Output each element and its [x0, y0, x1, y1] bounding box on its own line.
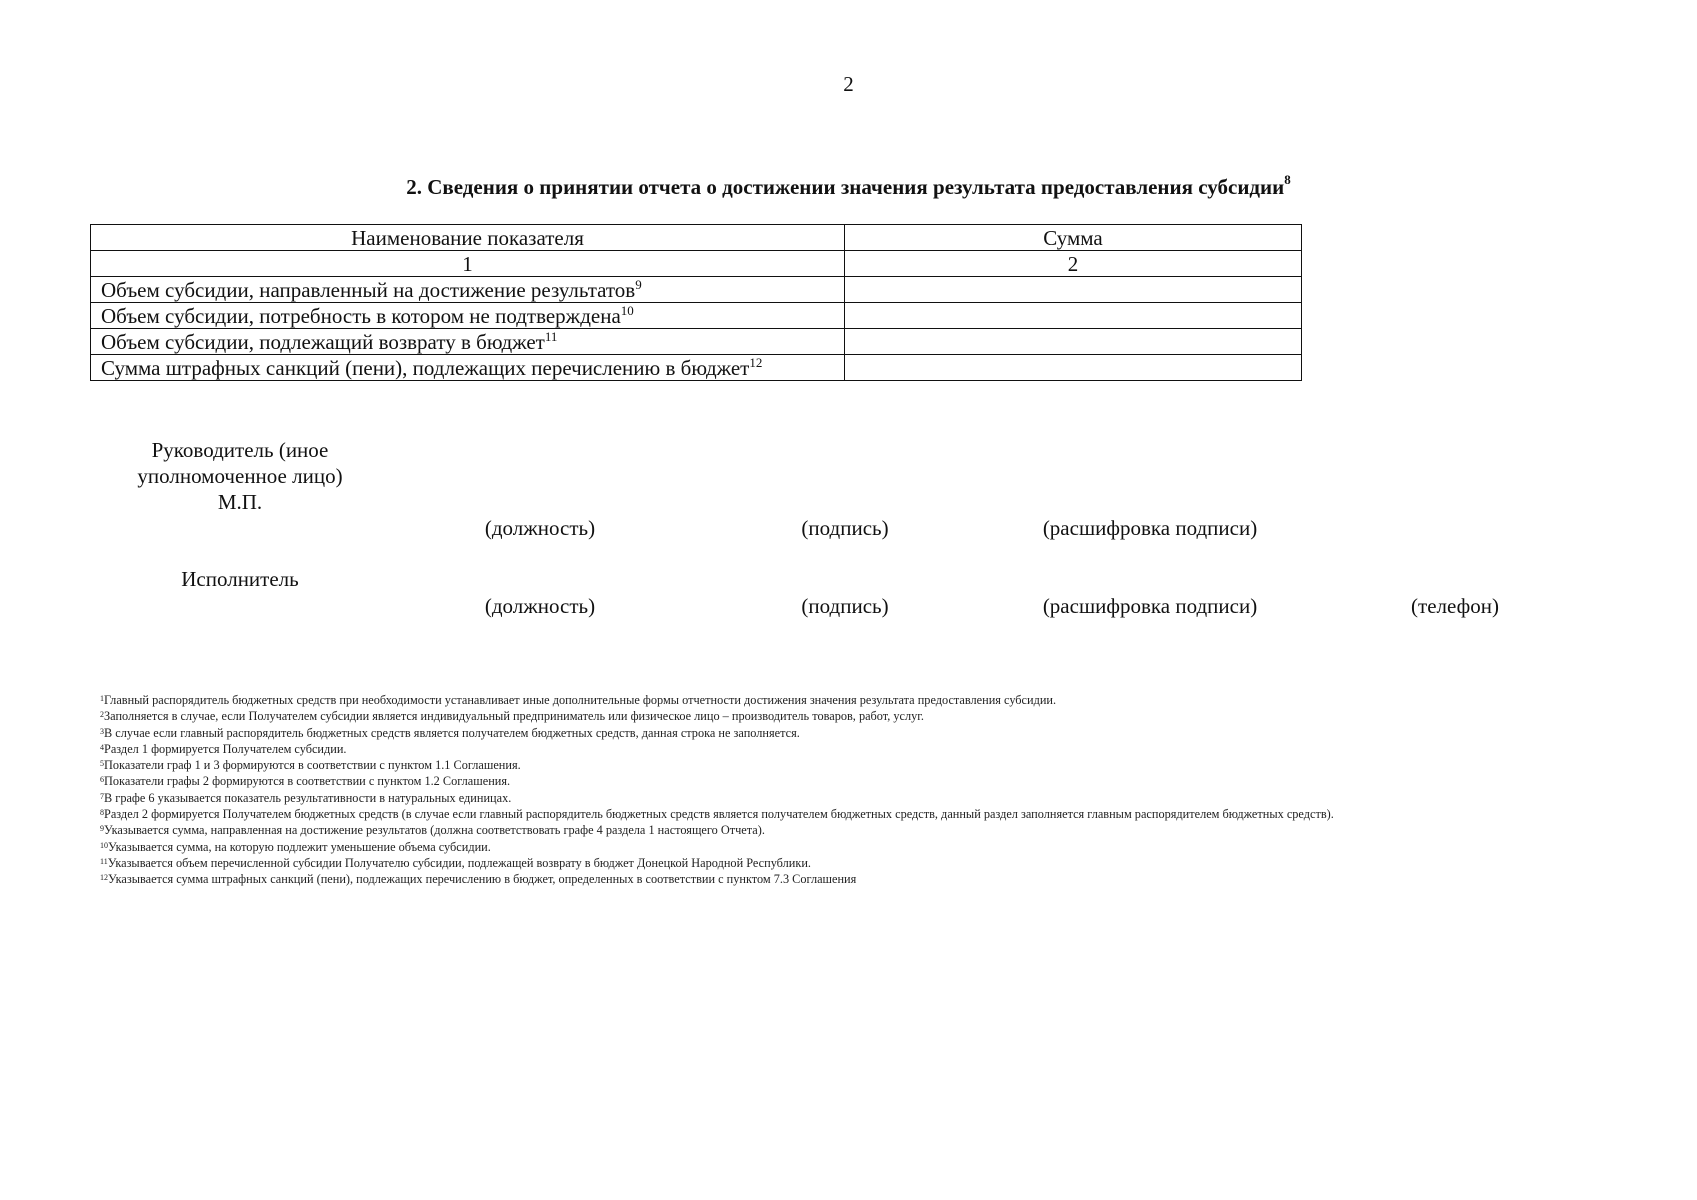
row-label-text: Объем субсидии, подлежащий возврату в бюджет: [101, 329, 545, 354]
footnote: [100, 725, 1334, 741]
footnote-text: Заполняется в случае, если Получателем субсидии является индивидуальный предприниматель или физическое лицо – производитель товаров, работ, услуг.: [104, 709, 925, 724]
footnote-number: 1: [100, 694, 104, 703]
column-number-2: 2: [845, 251, 1302, 277]
row-label: [91, 355, 845, 381]
head-label-line-1: Руководитель (иное: [151, 438, 329, 462]
footnote: [100, 708, 1334, 724]
row-label: [91, 303, 845, 329]
footnote-text: Указывается сумма, на которую подлежит уменьшение объема субсидии.: [108, 839, 491, 854]
row-footnote-ref: 10: [620, 302, 634, 318]
footnote: [100, 822, 1334, 838]
head-label-line-2: уполномоченное лицо): [137, 464, 343, 488]
section-title-footnote-ref: 8: [1284, 172, 1291, 187]
footnote: [100, 806, 1334, 822]
head-stamp-label: М.П.: [217, 490, 263, 514]
footnote-text: Показатели граф 1 и 3 формируются в соответствии с пунктом 1.1 Соглашения.: [104, 758, 521, 773]
footnote-text: Указывается сумма, направленная на достижение результатов (должна соответствовать графе 4 раздела 1 настоящего Отчета).: [104, 823, 765, 838]
row-footnote-ref: 11: [544, 328, 558, 344]
table-row: [91, 303, 1302, 329]
footnote-number: 9: [100, 824, 104, 834]
section-title-text: 2. Сведения о принятии отчета о достижении значения результата предоставления субсидии: [406, 175, 1285, 199]
footnote-number: 2: [100, 710, 104, 720]
footnote-text: Раздел 1 формируется Получателем субсидии.: [104, 741, 347, 756]
row-label-text: Сумма штрафных санкций (пени), подлежащих перечислению в бюджет: [101, 355, 750, 380]
row-value-cell: [845, 303, 1302, 329]
footnote-number: 5: [100, 759, 104, 769]
section-title: [0, 174, 1697, 200]
footnote-number: 7: [100, 791, 104, 801]
row-value-cell: [845, 329, 1302, 355]
column-number-1: 1: [91, 251, 845, 277]
footnote-text: Показатели графы 2 формируются в соответствии с пунктом 1.2 Соглашения.: [104, 774, 511, 789]
footnote-text: Указывается сумма штрафных санкций (пени), подлежащих перечислению в бюджет, определенных в соответствии с пунктом 7.3 Соглашения: [108, 872, 857, 887]
row-value-cell: [845, 355, 1302, 381]
row-label-text: Объем субсидии, потребность в котором не подтверждена: [101, 303, 621, 328]
footnote-text: Указывается объем перечисленной субсидии Получателю субсидии, подлежащей возврату в бюджет Донецкой Народной Республики.: [107, 855, 811, 870]
executor-position-caption: (должность): [484, 594, 596, 618]
footnote: [100, 839, 1334, 855]
head-signature-caption: (подпись): [801, 516, 889, 540]
footnote-text: В случае если главный распорядитель бюджетных средств является получателем бюджетных средств, данная строка не заполняется.: [104, 725, 800, 740]
footnote-text: Главный распорядитель бюджетных средств при необходимости устанавливает иные дополнительные формы отчетности достижения значения результата предоставления субсидии.: [104, 693, 1057, 707]
footnote-number: 11: [100, 856, 108, 866]
footnote: [100, 741, 1334, 757]
footnote: [100, 692, 1334, 708]
footnote: [100, 790, 1334, 806]
table-row: [91, 329, 1302, 355]
footnote-text: Раздел 2 формируется Получателем бюджетных средств (в случае если главный распорядитель бюджетных средств является получателем бюджетных средств, данный раздел заполняется главным распорядителем бюджетных средств).: [104, 807, 1334, 822]
footnote-number: 10: [100, 840, 108, 850]
row-footnote-ref: 9: [635, 276, 642, 292]
executor-phone-caption: (телефон): [1411, 594, 1499, 618]
head-position-caption: (должность): [484, 516, 596, 540]
page-number: 2: [843, 72, 854, 96]
executor-signature-caption: (подпись): [801, 594, 889, 618]
head-signatory-label: [110, 437, 370, 515]
executor-decoding-caption: (расшифровка подписи): [1042, 594, 1258, 618]
row-value-cell: [845, 277, 1302, 303]
table-row: [91, 277, 1302, 303]
row-label: [91, 329, 845, 355]
footnote: [100, 871, 1334, 887]
footnote-number: 4: [100, 742, 104, 752]
header-indicator-name: Наименование показателя: [91, 225, 845, 251]
table-column-numbers-row: [91, 251, 1302, 277]
footnote: [100, 773, 1334, 789]
footnote-number: 8: [100, 808, 104, 818]
footnote: [100, 855, 1334, 871]
head-decoding-caption: (расшифровка подписи): [1042, 516, 1258, 540]
table-row: [91, 355, 1302, 381]
footnote-number: 12: [100, 873, 108, 883]
executor-label: Исполнитель: [181, 567, 299, 591]
row-label: [91, 277, 845, 303]
row-footnote-ref: 12: [749, 354, 763, 370]
footnote-number: 3: [100, 726, 104, 736]
row-label-text: Объем субсидии, направленный на достижение результатов: [101, 277, 636, 302]
footnote: [100, 757, 1334, 773]
footnotes: [100, 692, 1334, 888]
table-header-row: [91, 225, 1302, 251]
footnote-number: 6: [100, 775, 104, 785]
footnote-text: В графе 6 указывается показатель результативности в натуральных единицах.: [104, 790, 512, 805]
report-table: [90, 224, 1302, 381]
header-amount: Сумма: [845, 225, 1302, 251]
